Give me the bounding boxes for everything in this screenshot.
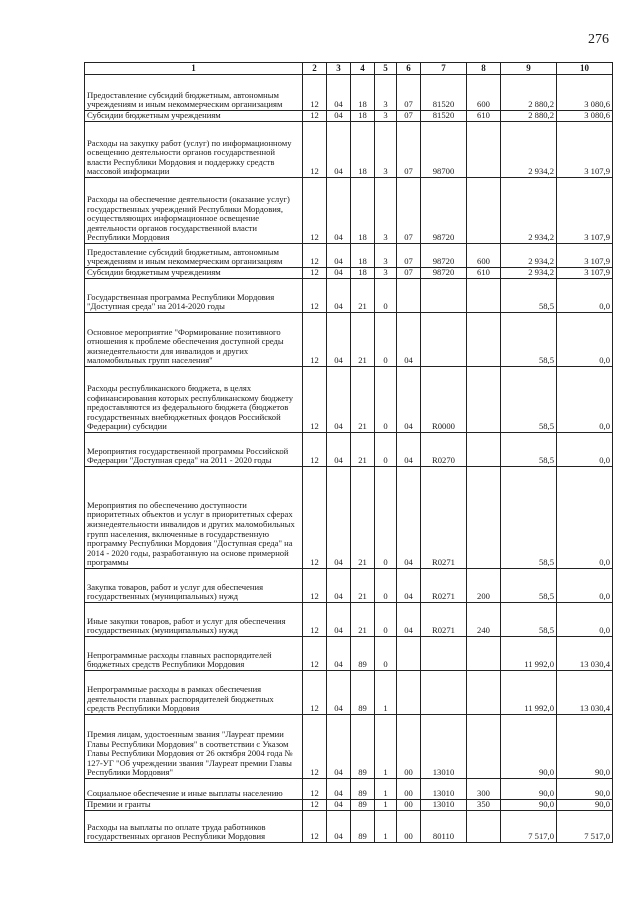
code-col-6: 07 (397, 268, 421, 279)
row-name: Непрограммные расходы в рамках обеспечения деятельности главных распорядителей бюджетных средств Республики Мордовия (85, 671, 303, 715)
code-col-6: 00 (397, 811, 421, 843)
code-col-6 (397, 637, 421, 671)
code-col-8 (467, 467, 501, 569)
amount-col-10: 90,0 (557, 800, 613, 811)
code-col-4: 21 (351, 467, 375, 569)
page-number: 276 (588, 32, 609, 47)
code-col-4: 21 (351, 433, 375, 467)
row-name: Расходы на обеспечение деятельности (оказание услуг) государственных учреждений Республики Мордовия, осуществляющих информационное освещение деятельности органов государственной власти Республики Мордовия (85, 178, 303, 244)
row-name: Государственная программа Республики Мордовия "Доступная среда" на 2014-2020 годы (85, 279, 303, 313)
amount-col-10: 3 080,6 (557, 111, 613, 122)
row-name: Субсидии бюджетным учреждениям (85, 111, 303, 122)
amount-col-10: 3 107,9 (557, 268, 613, 279)
code-col-2: 12 (303, 313, 327, 367)
amount-col-9: 2 934,2 (501, 268, 557, 279)
code-col-5: 0 (375, 279, 397, 313)
table-row (85, 122, 613, 178)
code-col-7: 98720 (421, 178, 467, 244)
code-col-7: 80110 (421, 811, 467, 843)
column-header: 10 (557, 63, 613, 75)
code-col-8 (467, 279, 501, 313)
amount-col-9: 90,0 (501, 779, 557, 800)
amount-col-9: 11 992,0 (501, 671, 557, 715)
table-row (85, 244, 613, 268)
amount-col-10: 0,0 (557, 467, 613, 569)
column-header: 9 (501, 63, 557, 75)
code-col-7: R0271 (421, 569, 467, 603)
code-col-6: 04 (397, 603, 421, 637)
code-col-4: 89 (351, 800, 375, 811)
code-col-6: 00 (397, 800, 421, 811)
code-col-2: 12 (303, 671, 327, 715)
amount-col-9: 58,5 (501, 569, 557, 603)
table-row (85, 433, 613, 467)
amount-col-10: 3 080,6 (557, 75, 613, 111)
code-col-7 (421, 671, 467, 715)
table-row (85, 75, 613, 111)
amount-col-10: 7 517,0 (557, 811, 613, 843)
code-col-6: 07 (397, 75, 421, 111)
code-col-6: 00 (397, 779, 421, 800)
amount-col-10: 0,0 (557, 367, 613, 433)
code-col-7: 98720 (421, 244, 467, 268)
row-name: Мероприятия по обеспечению доступности приоритетных объектов и услуг в приоритетных сферах жизнедеятельности инвалидов и других маломобильных групп населения, включенные в государственную программу Республики Мордовия "Доступная среда" на 2014 - 2020 годы, разработанную на основе примерной программы (85, 467, 303, 569)
code-col-5: 1 (375, 779, 397, 800)
code-col-6: 07 (397, 244, 421, 268)
code-col-3: 04 (327, 279, 351, 313)
code-col-6: 04 (397, 367, 421, 433)
code-col-5: 3 (375, 178, 397, 244)
table-row (85, 467, 613, 569)
code-col-7: R0270 (421, 433, 467, 467)
code-col-8 (467, 433, 501, 467)
code-col-3: 04 (327, 178, 351, 244)
code-col-4: 21 (351, 279, 375, 313)
code-col-3: 04 (327, 603, 351, 637)
code-col-8: 350 (467, 800, 501, 811)
amount-col-10: 90,0 (557, 715, 613, 779)
row-name: Мероприятия государственной программы Российской Федерации "Доступная среда" на 2011 - 2020 годы (85, 433, 303, 467)
amount-col-10: 0,0 (557, 569, 613, 603)
code-col-7: 98720 (421, 268, 467, 279)
code-col-5: 0 (375, 603, 397, 637)
amount-col-10: 0,0 (557, 313, 613, 367)
code-col-3: 04 (327, 111, 351, 122)
code-col-8 (467, 178, 501, 244)
code-col-2: 12 (303, 467, 327, 569)
code-col-8 (467, 715, 501, 779)
code-col-8 (467, 367, 501, 433)
code-col-4: 21 (351, 313, 375, 367)
row-name: Расходы на выплаты по оплате труда работников государственных органов Республики Мордовия (85, 811, 303, 843)
amount-col-9: 58,5 (501, 433, 557, 467)
code-col-7: R0000 (421, 367, 467, 433)
row-name: Закупка товаров, работ и услуг для обеспечения государственных (муниципальных) нужд (85, 569, 303, 603)
code-col-3: 04 (327, 811, 351, 843)
code-col-8 (467, 122, 501, 178)
table-row (85, 268, 613, 279)
code-col-3: 04 (327, 244, 351, 268)
table-row (85, 111, 613, 122)
code-col-6: 07 (397, 178, 421, 244)
code-col-4: 21 (351, 569, 375, 603)
code-col-2: 12 (303, 244, 327, 268)
amount-col-9: 90,0 (501, 715, 557, 779)
code-col-8 (467, 313, 501, 367)
code-col-7: 81520 (421, 75, 467, 111)
code-col-6: 04 (397, 433, 421, 467)
code-col-7: 81520 (421, 111, 467, 122)
row-name: Непрограммные расходы главных распорядителей бюджетных средств Республики Мордовия (85, 637, 303, 671)
table-row (85, 671, 613, 715)
amount-col-10: 13 030,4 (557, 637, 613, 671)
amount-col-9: 2 934,2 (501, 244, 557, 268)
code-col-5: 3 (375, 244, 397, 268)
column-header: 2 (303, 63, 327, 75)
code-col-6: 00 (397, 715, 421, 779)
code-col-2: 12 (303, 800, 327, 811)
code-col-8: 610 (467, 111, 501, 122)
code-col-4: 21 (351, 603, 375, 637)
code-col-7: 98700 (421, 122, 467, 178)
code-col-2: 12 (303, 279, 327, 313)
table-row (85, 569, 613, 603)
code-col-7: R0271 (421, 467, 467, 569)
code-col-8: 300 (467, 779, 501, 800)
code-col-8 (467, 811, 501, 843)
code-col-2: 12 (303, 779, 327, 800)
budget-table (84, 62, 613, 843)
code-col-6: 07 (397, 111, 421, 122)
amount-col-9: 2 934,2 (501, 178, 557, 244)
amount-col-9: 58,5 (501, 313, 557, 367)
table-row (85, 811, 613, 843)
code-col-6: 04 (397, 569, 421, 603)
amount-col-10: 90,0 (557, 779, 613, 800)
code-col-7 (421, 279, 467, 313)
amount-col-9: 7 517,0 (501, 811, 557, 843)
table-row (85, 313, 613, 367)
code-col-4: 89 (351, 715, 375, 779)
code-col-8 (467, 637, 501, 671)
column-header: 6 (397, 63, 421, 75)
code-col-8: 200 (467, 569, 501, 603)
code-col-4: 89 (351, 637, 375, 671)
column-header: 1 (85, 63, 303, 75)
code-col-3: 04 (327, 268, 351, 279)
amount-col-9: 90,0 (501, 800, 557, 811)
code-col-5: 0 (375, 367, 397, 433)
code-col-5: 1 (375, 800, 397, 811)
row-name: Иные закупки товаров, работ и услуг для обеспечения государственных (муниципальных) нужд (85, 603, 303, 637)
code-col-4: 18 (351, 122, 375, 178)
row-name: Расходы республиканского бюджета, в целях софинансирования которых республиканскому бюджету предоставляются из федерального бюджета (бюджетов государственных внебюджетных фондов Российской Федерации) субсидии (85, 367, 303, 433)
code-col-2: 12 (303, 122, 327, 178)
code-col-4: 18 (351, 268, 375, 279)
table-row (85, 279, 613, 313)
code-col-3: 04 (327, 779, 351, 800)
code-col-8 (467, 671, 501, 715)
amount-col-10: 0,0 (557, 433, 613, 467)
row-name: Премии и гранты (85, 800, 303, 811)
row-name: Предоставление субсидий бюджетным, автономным учреждениям и иным некоммерческим организациям (85, 75, 303, 111)
code-col-5: 0 (375, 467, 397, 569)
code-col-3: 04 (327, 467, 351, 569)
code-col-3: 04 (327, 433, 351, 467)
code-col-5: 3 (375, 122, 397, 178)
code-col-5: 3 (375, 75, 397, 111)
code-col-2: 12 (303, 367, 327, 433)
code-col-5: 0 (375, 313, 397, 367)
code-col-2: 12 (303, 637, 327, 671)
code-col-6: 07 (397, 122, 421, 178)
code-col-5: 0 (375, 569, 397, 603)
code-col-3: 04 (327, 637, 351, 671)
amount-col-9: 2 934,2 (501, 122, 557, 178)
amount-col-9: 58,5 (501, 279, 557, 313)
code-col-4: 89 (351, 811, 375, 843)
code-col-5: 1 (375, 671, 397, 715)
code-col-3: 04 (327, 569, 351, 603)
code-col-2: 12 (303, 715, 327, 779)
code-col-4: 18 (351, 178, 375, 244)
amount-col-10: 3 107,9 (557, 178, 613, 244)
code-col-3: 04 (327, 715, 351, 779)
code-col-2: 12 (303, 268, 327, 279)
code-col-7 (421, 637, 467, 671)
code-col-8: 240 (467, 603, 501, 637)
code-col-2: 12 (303, 75, 327, 111)
row-name: Социальное обеспечение и иные выплаты населению (85, 779, 303, 800)
code-col-2: 12 (303, 811, 327, 843)
column-header: 8 (467, 63, 501, 75)
row-name: Основное мероприятие "Формирование позитивного отношения к проблеме обеспечения доступной среды жизнедеятельности для инвалидов и других маломобильных групп населения" (85, 313, 303, 367)
code-col-4: 18 (351, 111, 375, 122)
code-col-5: 1 (375, 715, 397, 779)
table-row (85, 779, 613, 800)
code-col-8: 600 (467, 75, 501, 111)
code-col-7: 13010 (421, 779, 467, 800)
row-name: Расходы на закупку работ (услуг) по информационному освещению деятельности органов государственной власти Республики Мордовия и поддержку средств массовой информации (85, 122, 303, 178)
column-header: 3 (327, 63, 351, 75)
row-name: Премия лицам, удостоенным звания "Лауреат премии Главы Республики Мордовия" в соответствии с Указом Главы Республики Мордовия от 26 октября 2004 года № 127-УГ "Об учреждении звания "Лауреат премии Главы Республики Мордовия" (85, 715, 303, 779)
code-col-3: 04 (327, 313, 351, 367)
code-col-2: 12 (303, 603, 327, 637)
code-col-6 (397, 279, 421, 313)
code-col-3: 04 (327, 122, 351, 178)
code-col-5: 3 (375, 268, 397, 279)
amount-col-9: 58,5 (501, 367, 557, 433)
code-col-7: R0271 (421, 603, 467, 637)
table-row (85, 603, 613, 637)
code-col-8: 600 (467, 244, 501, 268)
table-row (85, 178, 613, 244)
code-col-2: 12 (303, 178, 327, 244)
column-header: 4 (351, 63, 375, 75)
amount-col-10: 0,0 (557, 279, 613, 313)
column-header: 7 (421, 63, 467, 75)
code-col-3: 04 (327, 367, 351, 433)
code-col-2: 12 (303, 569, 327, 603)
amount-col-9: 58,5 (501, 603, 557, 637)
table-row (85, 715, 613, 779)
table-row (85, 800, 613, 811)
amount-col-10: 3 107,9 (557, 122, 613, 178)
table-row (85, 367, 613, 433)
row-name: Предоставление субсидий бюджетным, автономным учреждениям и иным некоммерческим организациям (85, 244, 303, 268)
amount-col-10: 13 030,4 (557, 671, 613, 715)
table-row (85, 637, 613, 671)
code-col-4: 21 (351, 367, 375, 433)
code-col-5: 3 (375, 111, 397, 122)
code-col-2: 12 (303, 433, 327, 467)
code-col-8: 610 (467, 268, 501, 279)
code-col-5: 1 (375, 811, 397, 843)
amount-col-9: 2 880,2 (501, 111, 557, 122)
amount-col-9: 2 880,2 (501, 75, 557, 111)
code-col-3: 04 (327, 671, 351, 715)
code-col-6: 04 (397, 467, 421, 569)
code-col-4: 89 (351, 779, 375, 800)
column-header: 5 (375, 63, 397, 75)
table-header-row (85, 63, 613, 75)
code-col-6: 04 (397, 313, 421, 367)
code-col-4: 89 (351, 671, 375, 715)
code-col-6 (397, 671, 421, 715)
row-name: Субсидии бюджетным учреждениям (85, 268, 303, 279)
code-col-3: 04 (327, 800, 351, 811)
code-col-7: 13010 (421, 800, 467, 811)
code-col-4: 18 (351, 75, 375, 111)
code-col-5: 0 (375, 433, 397, 467)
code-col-7: 13010 (421, 715, 467, 779)
amount-col-10: 3 107,9 (557, 244, 613, 268)
amount-col-9: 11 992,0 (501, 637, 557, 671)
code-col-3: 04 (327, 75, 351, 111)
code-col-5: 0 (375, 637, 397, 671)
amount-col-9: 58,5 (501, 467, 557, 569)
code-col-4: 18 (351, 244, 375, 268)
amount-col-10: 0,0 (557, 603, 613, 637)
code-col-7 (421, 313, 467, 367)
code-col-2: 12 (303, 111, 327, 122)
